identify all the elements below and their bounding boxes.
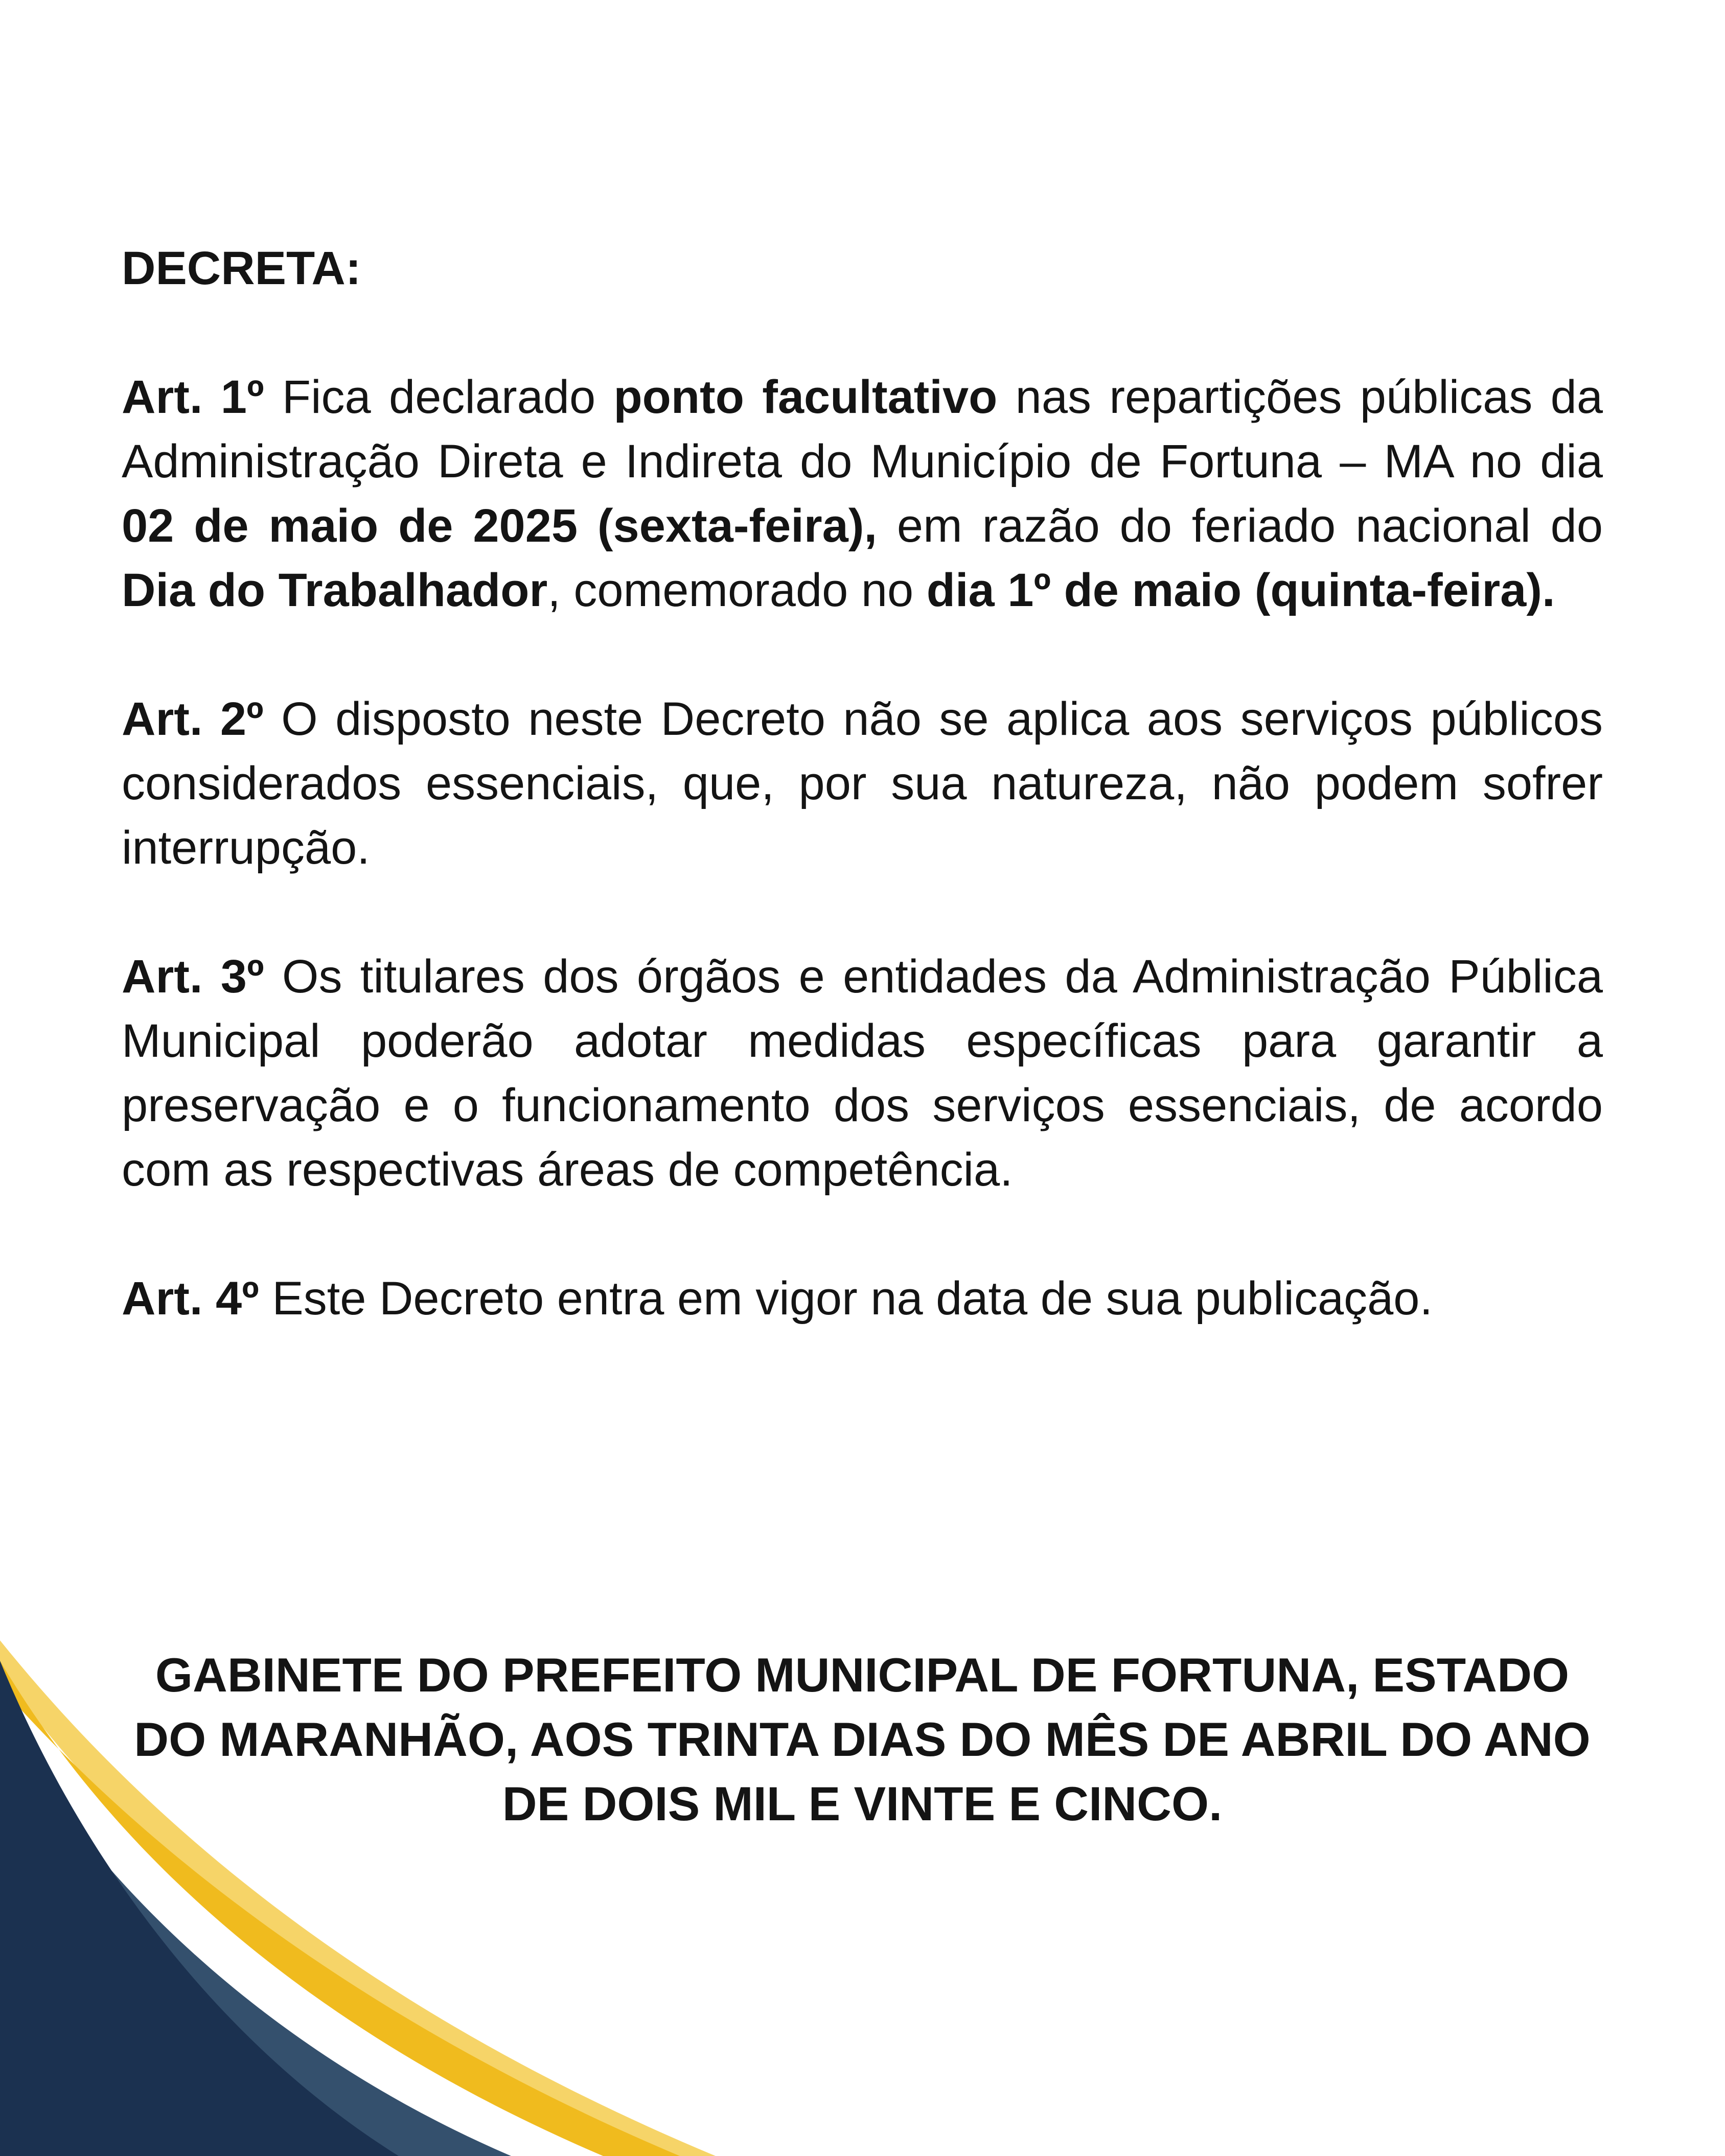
article-2-text: O disposto neste Decreto não se aplica aos serviços públicos considerados essenciais, que, por sua natureza, não podem sofrer interrupção. <box>122 693 1603 874</box>
decree-body <box>122 236 1603 1331</box>
article-2 <box>122 687 1603 880</box>
article-3-label: Art. 3º <box>122 951 264 1003</box>
article-1-label: Art. 1º <box>122 371 264 423</box>
article-1-bold-3: Dia do Trabalhador <box>122 564 548 616</box>
article-1-text-2: nas repartições públicas da Administração Direta e Indireta do Município de Fortuna – MA no dia <box>122 371 1603 488</box>
article-1-text-3: em razão do feriado nacional do <box>877 500 1603 552</box>
decree-heading: DECRETA: <box>122 242 361 294</box>
article-3-text: Os titulares dos órgãos e entidades da Administração Pública Municipal poderão adotar medidas específicas para garantir a preservação e o funcionamento dos serviços essenciais, de acordo com as respectivas áreas de competência. <box>122 951 1603 1196</box>
article-1-bold-1: ponto facultativo <box>613 371 998 423</box>
article-1-bold-4: dia 1º de maio (quinta-feira). <box>926 564 1555 616</box>
article-3 <box>122 944 1603 1202</box>
article-1 <box>122 365 1603 622</box>
article-1-bold-2: 02 de maio de 2025 (sexta-feira), <box>122 500 878 552</box>
closing-statement: GABINETE DO PREFEITO MUNICIPAL DE FORTUNA, ESTADO DO MARANHÃO, AOS TRINTA DIAS DO MÊS DE ABRIL DO ANO DE DOIS MIL E VINTE E CINCO. <box>134 1648 1591 1830</box>
article-1-text-1: Fica declarado <box>264 371 614 423</box>
article-4-text: Este Decreto entra em vigor na data de sua publicação. <box>259 1272 1433 1325</box>
article-2-label: Art. 2º <box>122 693 264 745</box>
article-4-label: Art. 4º <box>122 1272 259 1325</box>
article-1-text-4: , comemorado no <box>547 564 927 616</box>
article-4 <box>122 1266 1603 1331</box>
